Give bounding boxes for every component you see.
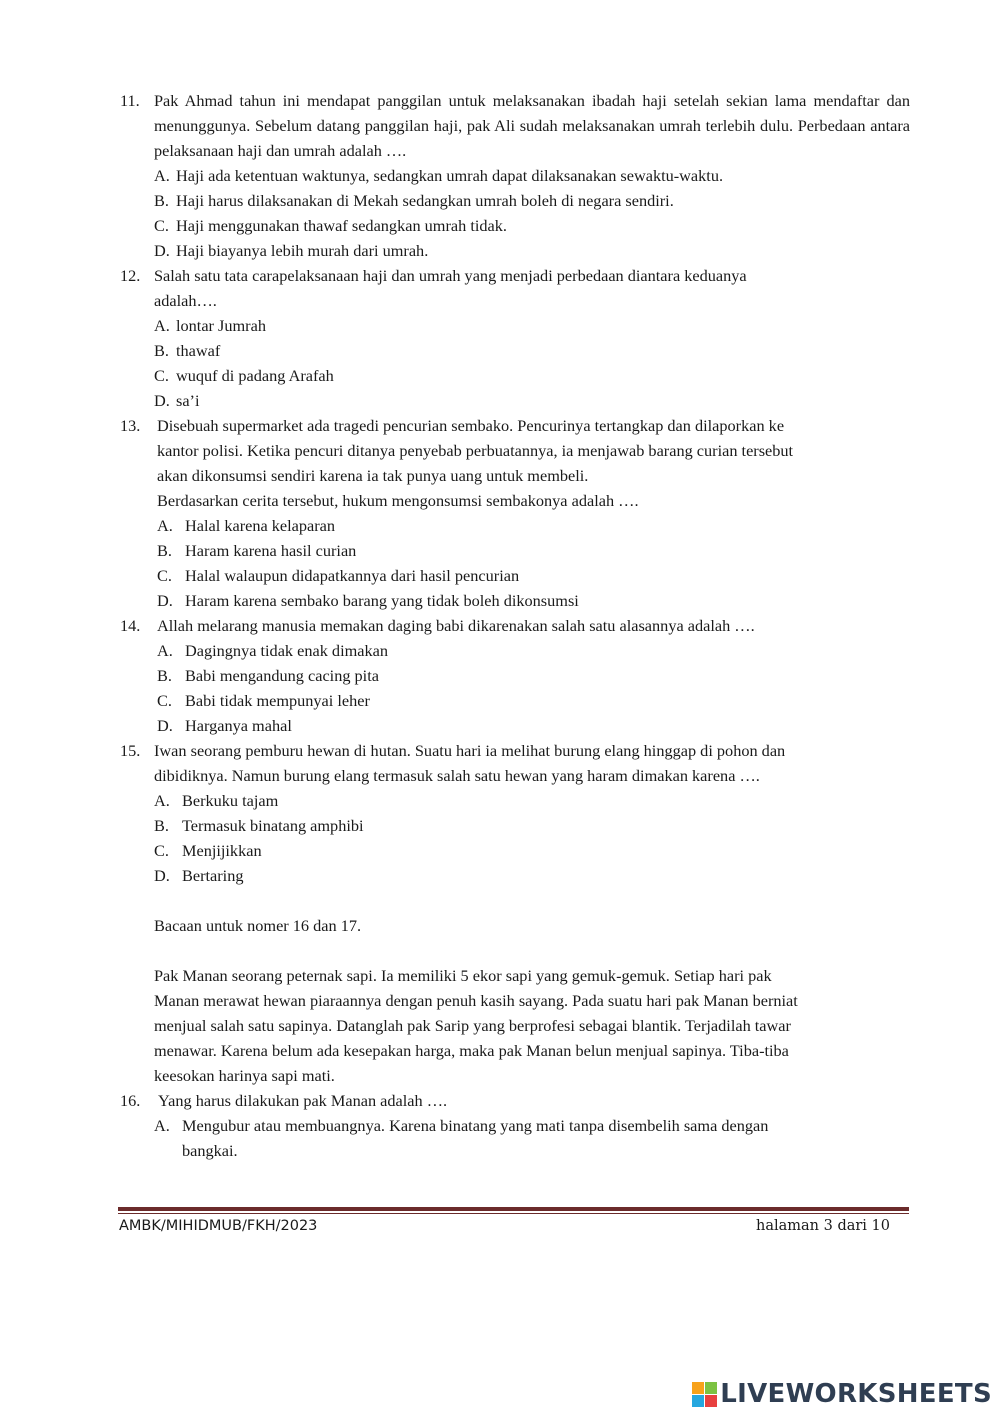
option-a: A. Halal karena kelaparan (157, 516, 336, 535)
option-c: C. Haji menggunakan thawaf sedangkan umrah tidak. (154, 216, 507, 235)
question-number: 11. (120, 91, 140, 110)
question-number: 12. (120, 266, 141, 285)
question-12 (120, 263, 910, 413)
liveworksheets-logo-icon (692, 1382, 717, 1407)
option-b: B. thawaf (154, 341, 221, 360)
logo-square (692, 1382, 704, 1394)
logo-square (692, 1395, 704, 1407)
reading-line: menjual salah satu sapinya. Datanglah pak Sarip yang berprofesi sebagai blantik. Terjadilah tawar (154, 1016, 791, 1035)
question-list (120, 88, 910, 1163)
option-d: D. Haram karena sembako barang yang tidak boleh dikonsumsi (157, 591, 579, 610)
option-b: B. Haram karena hasil curian (157, 541, 357, 560)
option-a: A. Haji ada ketentuan waktunya, sedangkan umrah dapat dilaksanakan sewaktu-waktu. (154, 166, 724, 185)
liveworksheets-logo (692, 1379, 992, 1409)
option-a: A. Mengubur atau membuangnya. Karena binatang yang mati tanpa disembelih sama dengan bangkai. (154, 1116, 769, 1160)
question-13 (120, 413, 910, 613)
question-16 (120, 1088, 910, 1163)
option-b: B. Babi mengandung cacing pita (157, 666, 379, 685)
question-text-line: adalah…. (154, 291, 217, 310)
reading-line: Pak Manan seorang peternak sapi. Ia memiliki 5 ekor sapi yang gemuk-gemuk. Setiap hari pak (154, 966, 772, 985)
option-d: D. Bertaring (154, 866, 244, 885)
question-number: 14. (120, 616, 141, 635)
reading-passage (120, 963, 910, 1088)
reading-line: menawar. Karena belum ada kesepakan harga, maka pak Manan belun menjual sapinya. Tiba-tiba (154, 1041, 789, 1060)
logo-square (705, 1395, 717, 1407)
option-c: C. Halal walaupun didapatkannya dari hasil pencurian (157, 566, 520, 585)
option-b: B. Termasuk binatang amphibi (154, 816, 364, 835)
question-text-line: kantor polisi. Ketika pencuri ditanya penyebab perbuatannya, ia menjawab barang curian tersebut (157, 441, 794, 460)
logo-square (705, 1382, 717, 1394)
question-text: Allah melarang manusia memakan daging babi dikarenakan salah satu alasannya adalah …. (157, 616, 755, 635)
question-text-line: Salah satu tata carapelaksanaan haji dan umrah yang menjadi perbedaan diantara keduanya (154, 266, 747, 285)
brand-name: LIVEWORKSHEETS (720, 1379, 992, 1409)
reading-heading: Bacaan untuk nomer 16 dan 17. (154, 916, 362, 935)
option-a: A. Dagingnya tidak enak dimakan (157, 641, 388, 660)
question-text: Yang harus dilakukan pak Manan adalah …. (158, 1091, 448, 1110)
question-text-line: akan dikonsumsi sendiri karena ia tak punya uang untuk membeli. (157, 466, 589, 485)
reading-line: Manan merawat hewan piaraannya dengan penuh kasih sayang. Pada suatu hari pak Manan berniat (154, 991, 798, 1010)
footer-rule-thick (118, 1207, 909, 1211)
option-d: D. sa’i (154, 391, 200, 410)
question-text-line: Iwan seorang pemburu hewan di hutan. Suatu hari ia melihat burung elang hinggap di pohon dan (154, 741, 786, 760)
document-code: AMBK/MIHIDMUB/FKH/2023 (119, 1218, 318, 1234)
option-d: D. Haji biayanya lebih murah dari umrah. (154, 241, 429, 260)
page-indicator: halaman 3 dari 10 (756, 1218, 890, 1234)
question-15 (120, 738, 910, 888)
question-number: 16. (120, 1091, 141, 1110)
option-c: C. Babi tidak mempunyai leher (157, 691, 370, 710)
question-text-line: Berdasarkan cerita tersebut, hukum mengonsumsi sembakonya adalah …. (157, 491, 639, 510)
question-text: Pak Ahmad tahun ini mendapat panggilan untuk melaksanakan ibadah haji setelah sekian lama mendaftar dan menunggunya. Sebelum datang panggilan haji, pak Ali sudah melaksanakan umrah terlebih dulu. Perbedaan antara pelaksanaan haji dan umrah adalah …. (154, 91, 910, 160)
option-c: C. Menjijikkan (154, 841, 262, 860)
option-b: B. Haji harus dilaksanakan di Mekah sedangkan umrah boleh di negara sendiri. (154, 191, 674, 210)
question-number: 15. (120, 741, 141, 760)
option-c: C. wuquf di padang Arafah (154, 366, 334, 385)
question-14 (120, 613, 910, 738)
question-text-line: Disebuah supermarket ada tragedi pencurian sembako. Pencurinya tertangkap dan dilaporkan ke (157, 416, 785, 435)
option-a: A. lontar Jumrah (154, 316, 266, 335)
reading-line: keesokan harinya sapi mati. (154, 1066, 335, 1085)
option-a: A. Berkuku tajam (154, 791, 279, 810)
footer-rule-thin (118, 1213, 909, 1214)
question-text-line: dibidiknya. Namun burung elang termasuk salah satu hewan yang haram dimakan karena …. (154, 766, 760, 785)
question-number: 13. (120, 416, 141, 435)
question-11 (120, 88, 910, 263)
option-d: D. Harganya mahal (157, 716, 292, 735)
